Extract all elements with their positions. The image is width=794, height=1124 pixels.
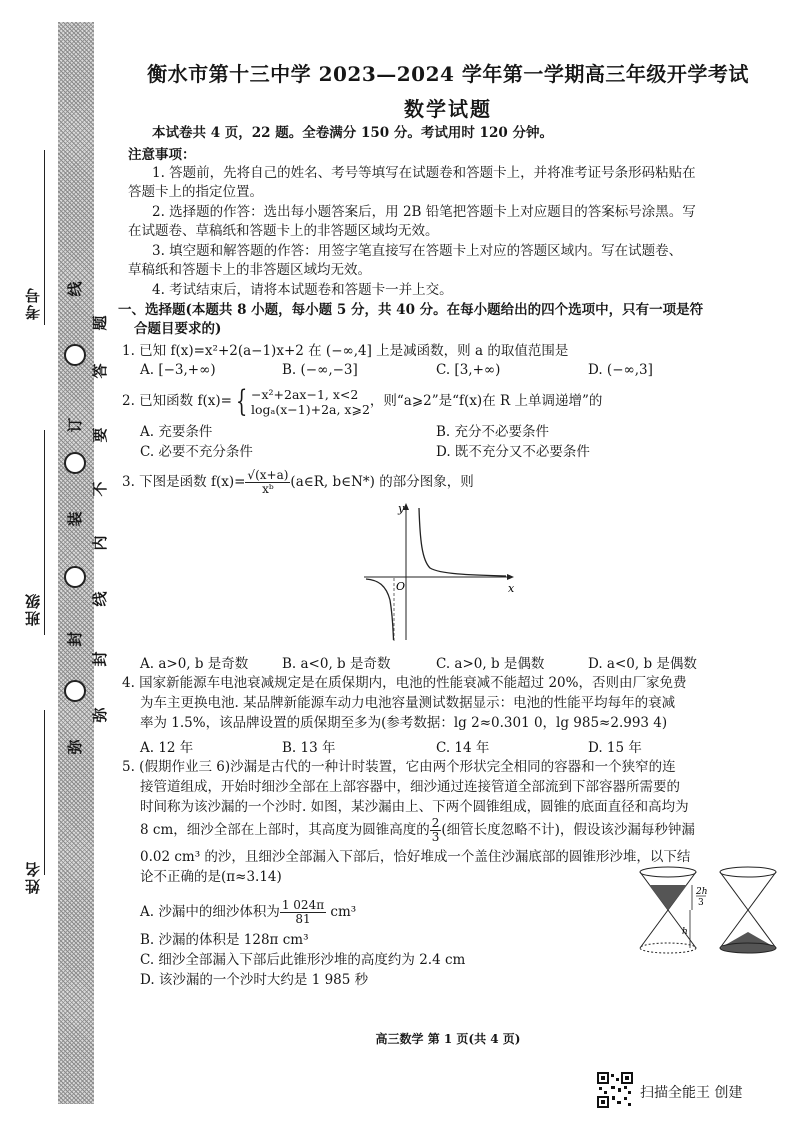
notice-line: 在试题卷、草稿纸和答题卡上的非答题区域均无效。 bbox=[128, 223, 439, 239]
q4-option-c[interactable]: C. 14 年 bbox=[436, 740, 490, 756]
q2-option-b[interactable]: B. 充分不必要条件 bbox=[436, 424, 550, 440]
q5-option-a-num: 1 024π bbox=[281, 898, 325, 912]
hourglass-figure bbox=[636, 866, 786, 956]
q5-option-c[interactable]: C. 细沙全部漏入下部后此锥形沙堆的高度约为 2.4 cm bbox=[140, 952, 466, 968]
right-cone-edge bbox=[720, 872, 748, 910]
exam-intro: 本试卷共 4 页，22 题。全卷满分 150 分。考试用时 120 分钟。 bbox=[152, 125, 553, 141]
q4-option-b[interactable]: B. 13 年 bbox=[282, 740, 336, 756]
seal-char: 要 bbox=[91, 427, 109, 443]
seal-char: 装 bbox=[66, 511, 84, 527]
notice-heading: 注意事项： bbox=[128, 147, 196, 163]
left-branch-curve bbox=[366, 579, 394, 640]
field-label-name: 姓名 bbox=[24, 860, 42, 894]
seal-circle bbox=[64, 680, 86, 702]
q3-suffix: (a∈R, b∈N*) 的部分图象，则 bbox=[290, 474, 474, 490]
q3-denominator: xᵇ bbox=[262, 482, 274, 496]
q2-prefix: 2. 已知函数 f(x)= bbox=[122, 393, 232, 409]
seal-char: 不 bbox=[91, 481, 109, 497]
section-heading: 一、选择题(本题共 8 小题，每小题 5 分，共 40 分。在每小题给出的四个选项中，只有一项是符 bbox=[118, 302, 704, 318]
seal-char: 封 bbox=[91, 651, 109, 667]
notice-line: 草稿纸和答题卡上的非答题区域均无效。 bbox=[128, 262, 371, 278]
q2-cases bbox=[251, 387, 370, 417]
q5-option-a-pre: A. 沙漏中的细沙体积为 bbox=[140, 904, 280, 920]
q4-option-d[interactable]: D. 15 年 bbox=[588, 740, 642, 756]
exam-title: 衡水市第十三中学 2023—2024 学年第一学期高三年级开学考试 bbox=[147, 62, 749, 86]
q2-case-1: −x²+2ax−1, x<2 bbox=[251, 386, 359, 402]
seal-char: 题 bbox=[91, 315, 109, 331]
q2-suffix: ，则“a⩾2”是“f(x)在 R 上单调递增”的 bbox=[369, 393, 603, 409]
question-4-line: 率为 1.5%，该品牌设置的质保期至多为(参考数据：lg 2≈0.301 0，lg 985≈2.993 4) bbox=[140, 715, 668, 731]
q5-option-d[interactable]: D. 该沙漏的一个沙时大约是 1 985 秒 bbox=[140, 972, 369, 988]
q3-function-graph bbox=[358, 500, 518, 645]
class-line[interactable] bbox=[44, 430, 45, 635]
q3-option-b[interactable]: B. a<0, b 是奇数 bbox=[282, 656, 391, 672]
section-heading-cont: 合题目要求的) bbox=[134, 321, 222, 337]
question-5-line: 接管道组成，开始时细沙全部在上部容器中，细沙通过连接管道全部流到下部容器所需要的 bbox=[140, 779, 680, 795]
left-sand-top bbox=[649, 885, 687, 910]
name-line[interactable] bbox=[44, 710, 45, 875]
label-2h: 2h bbox=[696, 887, 708, 897]
q4-option-a[interactable]: A. 12 年 bbox=[140, 740, 194, 756]
question-2-stem bbox=[122, 383, 602, 419]
binding-strip bbox=[0, 0, 118, 1124]
seal-circle bbox=[64, 452, 86, 474]
notice-line: 3. 填空题和解答题的作答：用签字笔直接写在答题卡上对应的答题区域内。写在试题卷、 bbox=[152, 243, 683, 259]
label-3: 3 bbox=[698, 898, 704, 908]
seal-char: 弥 bbox=[66, 739, 84, 755]
field-label-class: 班级 bbox=[24, 592, 42, 626]
question-4-line: 为车主更换电池. 某品牌新能源车动力电池容量测试数据显示：电池的性能平均每年的衰减 bbox=[140, 695, 676, 711]
exam-number-line[interactable] bbox=[44, 150, 45, 325]
q5-frac-den: 3 bbox=[431, 830, 440, 844]
notice-line: 4. 考试结束后，请将本试题卷和答题卡一并上交。 bbox=[152, 282, 453, 298]
q2-case-2: logₐ(x−1)+2a, x⩾2 bbox=[251, 401, 370, 417]
q3-numerator: √(x+a) bbox=[247, 468, 289, 482]
left-cone-edge bbox=[640, 910, 668, 948]
seal-char: 内 bbox=[91, 535, 109, 551]
q1-option-b[interactable]: B. (−∞,−3] bbox=[282, 362, 358, 378]
field-label-exam-number: 考号 bbox=[24, 286, 42, 320]
right-top-rim bbox=[720, 867, 776, 877]
notice-line: 2. 选择题的作答：选出每小题答案后，用 2B 铅笔把答题卡上对应题目的答案标号涂黑。写 bbox=[152, 204, 696, 220]
q2-option-c[interactable]: C. 必要不充分条件 bbox=[140, 444, 253, 460]
x-axis-arrow bbox=[507, 574, 514, 580]
q1-option-c[interactable]: C. [3,+∞) bbox=[436, 362, 501, 378]
seal-char: 封 bbox=[66, 631, 84, 647]
q5-option-a[interactable] bbox=[140, 896, 356, 928]
q5-option-a-post: cm³ bbox=[326, 904, 357, 920]
seal-char: 答 bbox=[91, 363, 109, 379]
q2-option-d[interactable]: D. 既不充分又不必要条件 bbox=[436, 444, 590, 460]
q3-prefix: 3. 下图是函数 f(x)= bbox=[122, 474, 246, 490]
question-5-line: 时间称为该沙漏的一个沙时. 如图，某沙漏由上、下两个圆锥组成，圆锥的底面直径和高均为 bbox=[140, 799, 689, 815]
q5-line4-a: 8 cm，细沙全部在上部时，其高度为圆锥高度的 bbox=[140, 822, 430, 838]
q3-option-c[interactable]: C. a>0, b 是偶数 bbox=[436, 656, 545, 672]
question-5-line: 5. (假期作业三 6)沙漏是古代的一种计时装置，它由两个形状完全相同的容器和一个狭窄的连 bbox=[122, 759, 676, 775]
question-5-line: 论不正确的是(π≈3.14) bbox=[140, 869, 282, 885]
q1-option-a[interactable]: A. [−3,+∞) bbox=[140, 362, 216, 378]
question-5-line-4 bbox=[140, 814, 695, 846]
seal-char: 订 bbox=[66, 417, 84, 433]
question-3-stem bbox=[122, 466, 474, 498]
seal-circle bbox=[64, 344, 86, 366]
scanner-watermark: 扫描全能王 创建 bbox=[640, 1085, 743, 1101]
question-4-line: 4. 国家新能源车电池衰减规定是在质保期内，电池的性能衰减不能超过 20%，否则由厂家免费 bbox=[122, 675, 687, 691]
seal-char: 线 bbox=[66, 281, 84, 297]
hatched-seal-band bbox=[58, 22, 94, 1104]
q5-option-a-den: 81 bbox=[295, 912, 311, 926]
exam-subtitle: 数学试题 bbox=[404, 97, 492, 121]
label-h: h bbox=[682, 927, 688, 937]
notice-line: 1. 答题前，先将自己的姓名、考号等填写在试题卷和答题卡上，并将准考证号条形码粘贴在 bbox=[152, 165, 696, 181]
q5-option-a-fraction bbox=[280, 899, 326, 926]
right-branch-curve bbox=[419, 508, 506, 576]
notice-line: 答题卡上的指定位置。 bbox=[128, 184, 263, 200]
right-cone-edge bbox=[748, 872, 776, 910]
x-axis-label: x bbox=[508, 582, 515, 595]
left-top-rim bbox=[640, 867, 696, 877]
q2-option-a[interactable]: A. 充要条件 bbox=[140, 424, 213, 440]
q5-frac-num: 2 bbox=[431, 816, 440, 830]
question-5-line: 0.02 cm³ 的沙，且细沙全部漏入下部后，恰好堆成一个盖住沙漏底部的圆锥形沙堆，以下结 bbox=[140, 849, 691, 865]
seal-circle bbox=[64, 566, 86, 588]
q3-fraction bbox=[245, 469, 290, 496]
q5-option-b[interactable]: B. 沙漏的体积是 128π cm³ bbox=[140, 932, 309, 948]
q5-line4-b: (细管长度忽略不计)，假设该沙漏每秒钟漏 bbox=[441, 822, 695, 838]
exam-page bbox=[118, 0, 794, 1124]
q1-option-d[interactable]: D. (−∞,3] bbox=[588, 362, 653, 378]
q5-fraction bbox=[430, 817, 442, 844]
question-1-stem: 1. 已知 f(x)=x²+2(a−1)x+2 在 (−∞,4] 上是减函数，则 a 的取值范围是 bbox=[122, 343, 569, 359]
left-bottom-rim bbox=[640, 943, 696, 953]
origin-label: O bbox=[396, 580, 406, 593]
page-footer: 高三数学 第 1 页(共 4 页) bbox=[375, 1032, 521, 1046]
seal-char: 线 bbox=[91, 591, 109, 607]
q3-option-d[interactable]: D. a<0, b 是偶数 bbox=[588, 656, 697, 672]
y-axis-label: y bbox=[398, 502, 405, 515]
q2-brace: { bbox=[235, 383, 248, 419]
q3-option-a[interactable]: A. a>0, b 是奇数 bbox=[140, 656, 249, 672]
qr-code-icon bbox=[597, 1072, 633, 1108]
right-sand-pile bbox=[720, 932, 776, 953]
seal-char: 弥 bbox=[91, 707, 109, 723]
